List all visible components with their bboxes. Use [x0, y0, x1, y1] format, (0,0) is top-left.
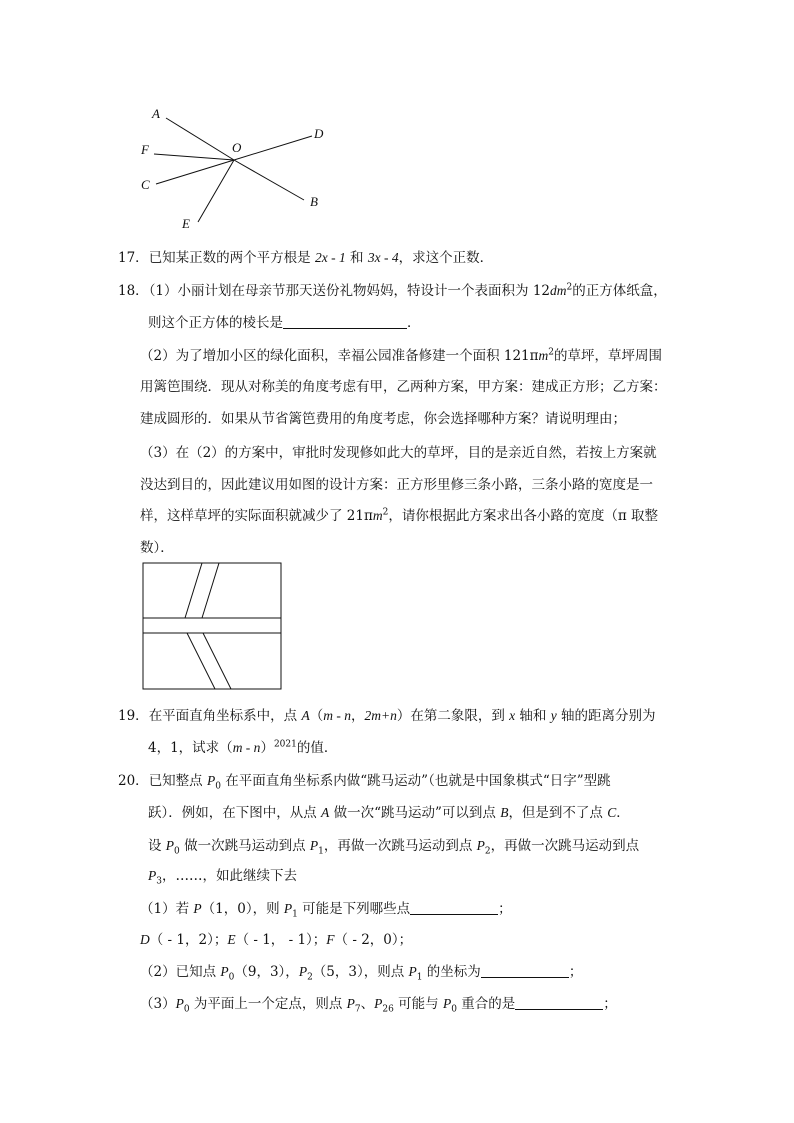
ray-OB	[234, 160, 304, 200]
upper-path-left-edge	[185, 563, 202, 618]
answer-blank[interactable]	[481, 963, 569, 978]
question-number: 18．	[118, 283, 149, 299]
label-B: B	[310, 194, 318, 209]
question-17: 17．已知某正数的两个平方根是 2x - 1 和 3x - 4，求这个正数．	[118, 250, 494, 266]
label-O: O	[232, 140, 242, 155]
question-number: 19．	[118, 708, 149, 724]
label-C: C	[141, 177, 150, 192]
label-E: E	[182, 216, 190, 231]
question-number: 20．	[118, 773, 149, 789]
angle-figure	[130, 100, 350, 240]
answer-blank[interactable]	[410, 900, 498, 915]
label-D: D	[314, 126, 324, 141]
lawn-square	[143, 563, 281, 689]
answer-blank[interactable]	[283, 314, 407, 329]
label-A: A	[152, 106, 160, 121]
lawn-path-figure	[140, 560, 285, 692]
upper-path-right-edge	[202, 563, 219, 618]
ray-OA	[166, 118, 234, 160]
ray-OF	[154, 154, 234, 160]
question-number: 17．	[118, 250, 149, 266]
lower-path-right-edge	[203, 633, 231, 689]
ray-OD	[234, 136, 312, 160]
lower-path-left-edge	[187, 633, 215, 689]
answer-blank[interactable]	[515, 995, 603, 1010]
label-F: F	[141, 142, 149, 157]
